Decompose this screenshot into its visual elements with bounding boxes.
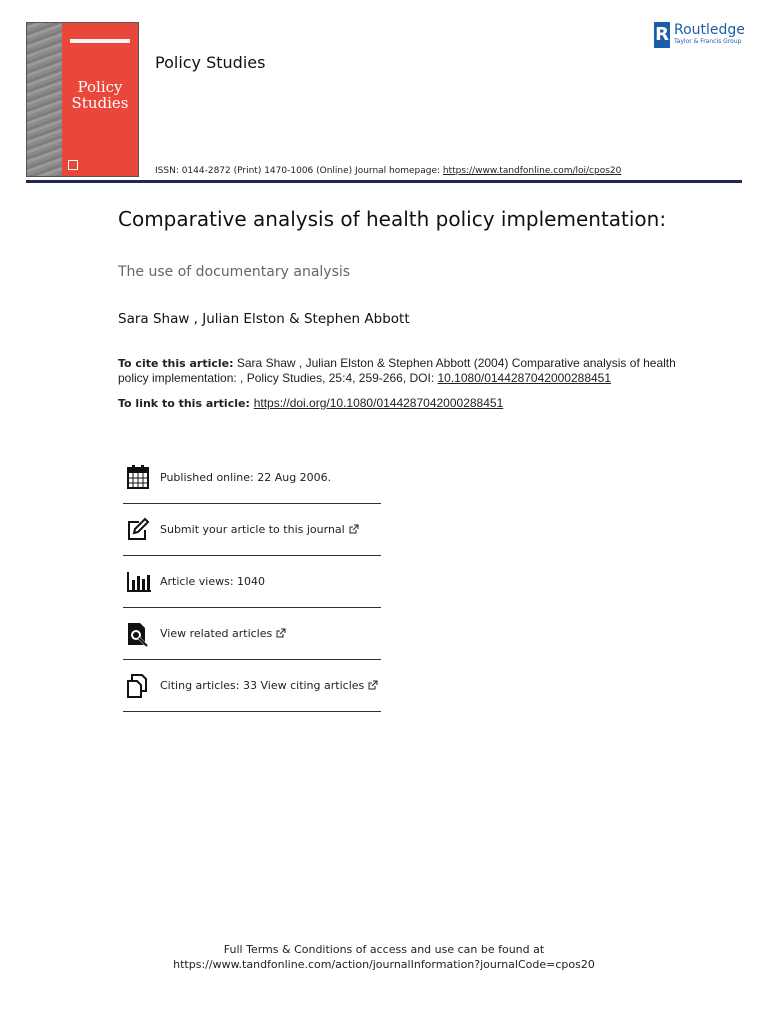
- citation-block: [118, 356, 678, 386]
- footer-terms-link[interactable]: https://www.tandfonline.com/action/journalInformation?journalCode=cpos20: [173, 958, 595, 971]
- article-url-link[interactable]: https://doi.org/10.1080/0144287042000288451: [253, 396, 504, 410]
- link-label: To link to this article:: [118, 397, 254, 410]
- publisher-logo: [654, 22, 745, 48]
- published-text: Published online: 22 Aug 2006.: [160, 470, 332, 484]
- article-authors: Sara Shaw , Julian Elston & Stephen Abbott: [118, 311, 410, 327]
- cite-text: Sara Shaw , Julian Elston & Stephen Abbott (2004) Comparative analysis of health policy implementation: , Policy Studies, 25:4, 259-266, DOI:: [118, 356, 676, 385]
- issn-text: ISSN: 0144-2872 (Print) 1470-1006 (Online) Journal homepage:: [155, 166, 443, 176]
- doi-link[interactable]: 10.1080/0144287042000288451: [437, 371, 612, 385]
- published-item: [123, 451, 381, 504]
- cover-title-line1: Policy: [77, 78, 123, 96]
- cover-title: [62, 79, 138, 111]
- cover-red-panel: [62, 23, 138, 176]
- cover-title-line2: Studies: [71, 94, 129, 112]
- views-item: [123, 556, 381, 608]
- related-text[interactable]: [160, 627, 286, 640]
- routledge-r-icon: R: [654, 22, 670, 48]
- article-subtitle: The use of documentary analysis: [118, 264, 351, 280]
- external-link-icon: [276, 628, 286, 638]
- footer-line1: Full Terms & Conditions of access and use can be found at: [223, 943, 545, 956]
- article-title: Comparative analysis of health policy implementation:: [118, 207, 667, 231]
- bar-chart-icon: [123, 568, 153, 596]
- external-link-icon: [368, 680, 378, 690]
- citing-text[interactable]: [160, 679, 378, 692]
- related-item[interactable]: [123, 608, 381, 660]
- submit-label: Submit your article to this journal: [160, 523, 345, 536]
- issn-line: [155, 166, 621, 176]
- cite-label: To cite this article:: [118, 357, 234, 370]
- citing-icon: [123, 672, 153, 700]
- citing-label: Citing articles: 33 View citing articles: [160, 679, 365, 692]
- header-rule: [26, 180, 742, 183]
- edit-icon: [123, 516, 153, 544]
- footer: [0, 942, 768, 972]
- calendar-icon: [123, 463, 153, 491]
- publisher-name: Routledge: [674, 22, 745, 38]
- external-link-icon: [349, 524, 359, 534]
- cover-logo-icon: [68, 160, 78, 170]
- journal-homepage-link[interactable]: https://www.tandfonline.com/loi/cpos20: [442, 166, 622, 176]
- submit-item[interactable]: [123, 504, 381, 556]
- views-text: Article views: 1040: [160, 575, 266, 588]
- article-info-list: [123, 451, 381, 712]
- submit-text[interactable]: [160, 523, 359, 536]
- related-label: View related articles: [160, 627, 273, 640]
- search-document-icon: [123, 620, 153, 648]
- publisher-group: Taylor & Francis Group: [674, 38, 742, 45]
- journal-cover-image: [26, 22, 139, 177]
- citing-item[interactable]: [123, 660, 381, 712]
- link-line: [118, 396, 503, 410]
- cover-strip: [70, 39, 130, 43]
- journal-name: Policy Studies: [155, 53, 266, 72]
